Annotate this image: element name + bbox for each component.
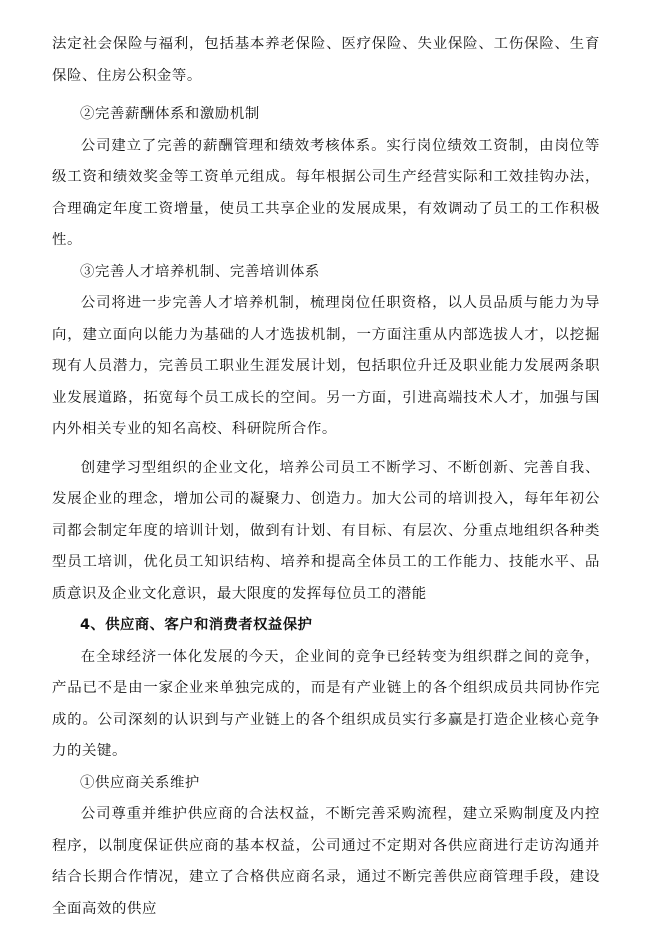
- document-page: [52, 29, 600, 925]
- section-heading-stakeholder-rights: 4、供应商、客户和消费者权益保护: [80, 617, 313, 633]
- subheading-supplier-relations: ①供应商关系维护: [80, 774, 200, 791]
- spacer: [52, 446, 600, 453]
- paragraph-talent-training: 公司将进一步完善人才培养机制，梳理岗位任职资格，以人员品质与能力为导向，建立面向以能力为基础的人才选拔机制，一方面注重从内部选拔人才，以挖掘现有人员潜力，完善员工职业生涯发展计划，包括职位升迁及职业能力发展两条职业发展道路，拓宽每个员工成长的空间。另一方面，引进高端技术人才，加强与国内外相关专业的知名高校、科研院所合作。: [52, 295, 600, 437]
- paragraph-salary-system: 公司建立了完善的薪酬管理和绩效考核体系。实行岗位绩效工资制，由岗位等级工资和绩效奖金等工资单元组成。每年根据公司生产经营实际和工效挂钩办法，合理确定年度工资增量，使员工共享企业的发展成果，有效调动了员工的工作积极性。: [52, 137, 600, 248]
- paragraph-learning-organization: 创建学习型组织的企业文化，培养公司员工不断学习、不断创新、完善自我、发展企业的理念，增加公司的凝聚力、创造力。加大公司的培训投入，每年年初公司都会制定年度的培训计划，做到有计划、有目标、有层次、分重点地组织各种类型员工培训，优化员工知识结构、培养和提高全体员工的工作能力、技能水平、品质意识及企业文化意识，最大限度的发挥每位员工的潜能: [52, 459, 600, 602]
- spacer: [52, 92, 600, 99]
- paragraph-global-competition: 在全球经济一体化发展的今天，企业间的竞争已经转变为组织群之间的竞争，产品已不是由一家企业来单独完成的，而是有产业链上的各个组织成员共同协作完成的。公司深刻的认识到与产业链上的各个组织成员实行多赢是打造企业核心竞争力的关键。: [52, 648, 600, 759]
- paragraph-supplier-relations: 公司尊重并维护供应商的合法权益，不断完善采购流程，建立采购制度及内控程序，以制度保证供应商的基本权益，公司通过不定期对各供应商进行走访沟通并结合长期合作情况，建立了合格供应商名录，通过不断完善供应商管理手段，建设全面高效的供应: [52, 806, 600, 917]
- subheading-salary-system: ②完善薪酬体系和激励机制: [80, 106, 260, 122]
- subheading-talent-training: ③完善人才培养机制、完善培训体系: [80, 263, 320, 280]
- paragraph-social-insurance: 法定社会保险与福利，包括基本养老保险、医疗保险、失业保险、工伤保险、生育保险、住房公积金等。: [52, 36, 600, 84]
